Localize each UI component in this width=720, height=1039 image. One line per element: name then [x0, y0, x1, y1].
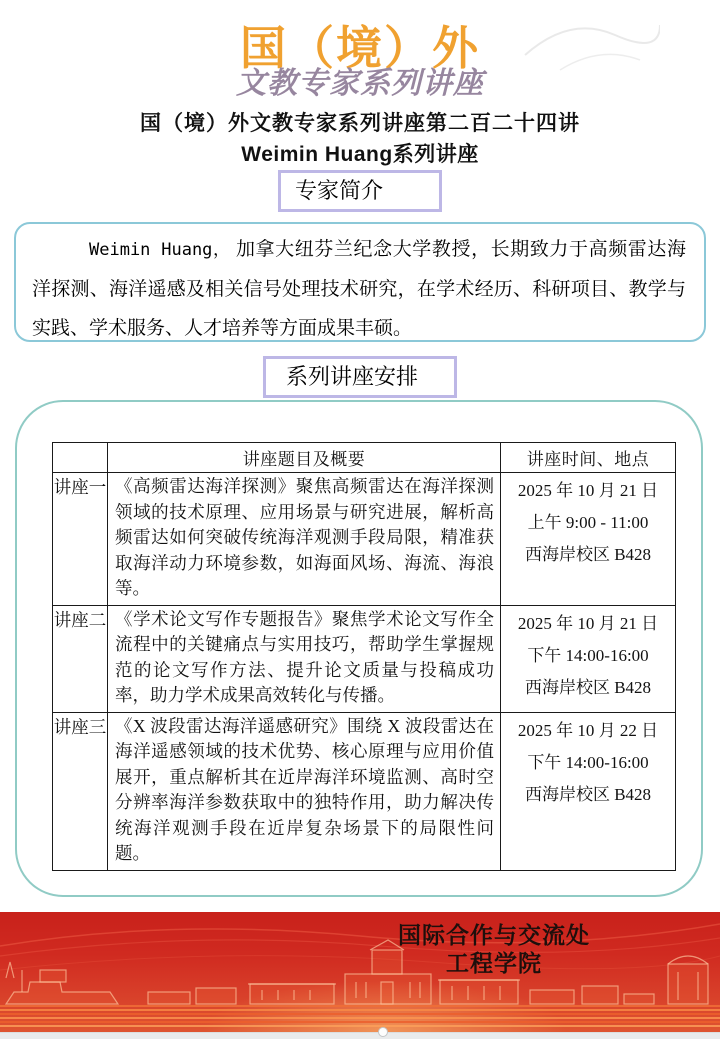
lecture-venue: 西海岸校区 B428: [524, 677, 652, 697]
expert-name-en: Weimin Huang，: [89, 240, 231, 260]
footer-organizations: [380, 922, 608, 977]
lecture-date: 2025 年 10 月 22 日: [517, 720, 659, 740]
city-skyline-artwork: [0, 912, 720, 1032]
lecture-venue: 西海岸校区 B428: [524, 545, 652, 564]
lecture-summary: 《学术论文写作专题报告》聚焦学术论文写作全流程中的关键痛点与实用技巧，帮助学生掌握规范的论文写作方法、提升论文质量与投稿成功率，助力学术成果高效转化与传播。: [108, 605, 501, 712]
header-cell-time-place: 讲座时间、地点: [501, 443, 676, 473]
schedule-table: [52, 442, 676, 871]
header-cell-topic: 讲座题目及概要: [108, 443, 501, 473]
table-row: [53, 473, 676, 606]
speaker-name: Weimin Huang: [241, 143, 393, 166]
lecture-summary: 《高频雷达海洋探测》聚焦高频雷达在海洋探测领域的技术原理、应用场景与研究进展，解析高频雷达如何突破传统海洋观测手段局限，精准获取海洋动力环境参数，如海面风场、海流、海浪等。: [108, 473, 501, 606]
section-label-schedule: 系列讲座安排: [263, 356, 457, 398]
lecture-date: 2025 年 10 月 21 日: [517, 613, 659, 633]
table-row: [53, 605, 676, 712]
table-row: [53, 712, 676, 870]
table-header-row: [53, 443, 676, 473]
series-suffix: 系列讲座: [392, 142, 479, 166]
lecture-number: 讲座三: [53, 712, 108, 870]
lecture-time-place: [501, 473, 676, 606]
logo-title: 国（境）外: [240, 22, 480, 74]
footer-banner: [0, 912, 720, 1032]
schedule-container: [15, 400, 703, 897]
resize-drag-handle[interactable]: [378, 1027, 388, 1037]
expert-intro-text: 加拿大纽芬兰纪念大学教授，长期致力于高频雷达海洋探测、海洋遥感及相关信号处理技术研究，在学术经历、科研项目、教学与实践、学术服务、人才培养等方面成果丰硕。: [32, 239, 686, 339]
footer-org-college: 工程学院: [446, 951, 542, 976]
lecture-summary: 《X 波段雷达海洋遥感研究》围绕 X 波段雷达在海洋遥感领域的技术优势、核心原理与应用价值展开，重点解析其在近岸海洋环境监测、高时空分辨率海洋参数获取中的独特作用，助力解决传统海洋观测手段在近岸复杂场景下的局限性问题。: [108, 712, 501, 870]
lecture-hours: 下午 14:00-16:00: [527, 645, 649, 665]
lecture-hours: 上午 9:00 - 11:00: [527, 513, 649, 532]
lecture-hours: 下午 14:00-16:00: [527, 752, 649, 772]
lecture-date: 2025 年 10 月 21 日: [517, 481, 659, 500]
bottom-scroll-strip: [0, 1032, 720, 1039]
lecture-time-place: [501, 605, 676, 712]
expert-intro-paragraph: [32, 230, 686, 348]
section-label-expert-intro: 专家简介: [278, 170, 442, 212]
lecture-series-title: 国（境）外文教专家系列讲座第二百二十四讲: [140, 111, 580, 135]
footer-org-international: 国际合作与交流处: [398, 923, 590, 948]
lecture-venue: 西海岸校区 B428: [524, 784, 652, 804]
lecture-number: 讲座二: [53, 605, 108, 712]
expert-intro-box: [14, 222, 706, 342]
logo-subtitle: 文教专家系列讲座: [236, 67, 484, 100]
lecture-number: 讲座一: [53, 473, 108, 606]
header-cell-empty: [53, 443, 108, 473]
lecture-time-place: [501, 712, 676, 870]
speaker-series-title: [0, 138, 720, 168]
